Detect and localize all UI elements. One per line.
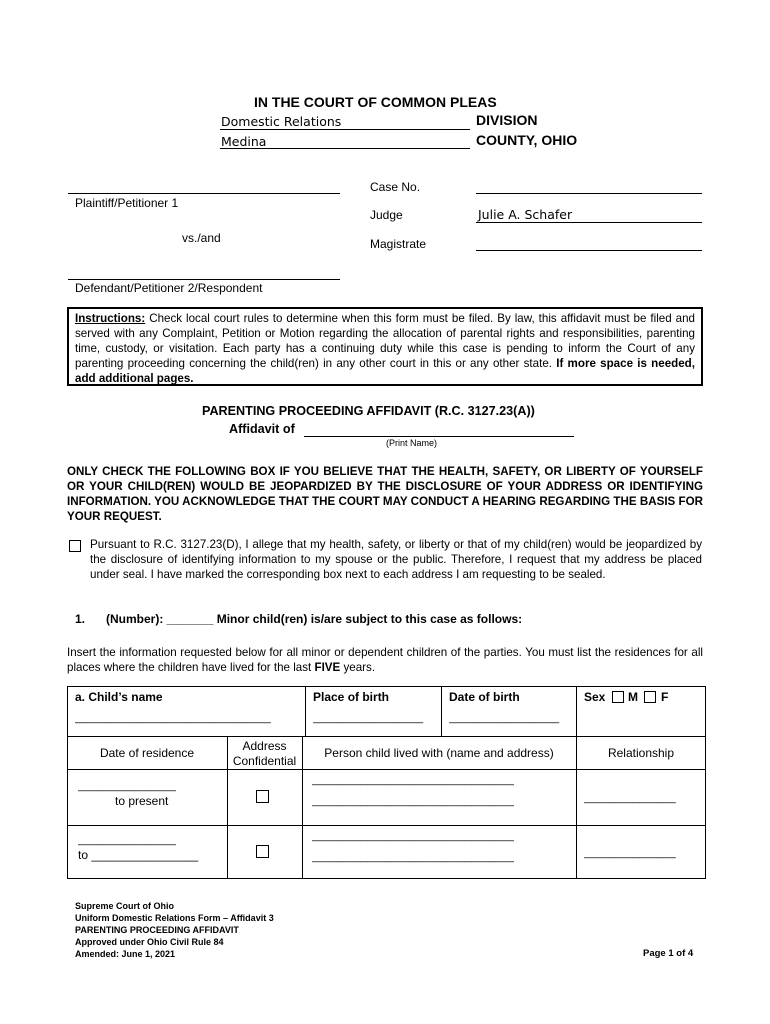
- person-lived-with-header: Person child lived with (name and address): [324, 746, 554, 760]
- judge-label: Judge: [370, 208, 403, 222]
- sex-m-label: M: [628, 690, 638, 704]
- residence-2-from-blank[interactable]: ________________: [78, 834, 176, 846]
- table-rule-2: [67, 769, 706, 770]
- print-name-label: (Print Name): [386, 438, 438, 448]
- sex-f-label: F: [661, 690, 669, 704]
- place-of-birth-blank[interactable]: __________________: [313, 712, 424, 724]
- footer-line-2: Uniform Domestic Relations Form – Affidavit 3: [75, 913, 274, 923]
- county-underline: [220, 148, 470, 149]
- date-of-birth-blank[interactable]: __________________: [449, 712, 560, 724]
- sex-label: Sex: [584, 690, 606, 704]
- magistrate-label: Magistrate: [370, 237, 427, 251]
- judge-underline: [476, 222, 702, 223]
- plaintiff-line[interactable]: [68, 193, 340, 194]
- vs-label: vs./and: [182, 231, 221, 245]
- place-of-birth-header: Place of birth: [313, 690, 390, 704]
- affiant-name-underline: [304, 436, 574, 437]
- table-col-pob: [305, 686, 306, 736]
- instructions-label: Instructions:: [75, 312, 146, 325]
- magistrate-underline: [476, 250, 702, 251]
- item-1-number: 1.: [75, 612, 86, 626]
- date-of-residence-header: Date of residence: [99, 746, 195, 760]
- county-field[interactable]: Medina: [221, 134, 267, 149]
- affidavit-title: PARENTING PROCEEDING AFFIDAVIT (R.C. 3127.23(A)): [202, 404, 535, 418]
- item-1-text: (Number): _______ Minor child(ren) is/are subject to this case as follows:: [106, 612, 523, 626]
- date-of-birth-header: Date of birth: [449, 690, 520, 704]
- residence-2-relationship-blank[interactable]: _______________: [584, 847, 676, 859]
- residence-2-to-blank[interactable]: to ________________: [78, 848, 199, 862]
- seal-request-checkbox[interactable]: [69, 540, 81, 552]
- division-field[interactable]: Domestic Relations: [221, 114, 342, 129]
- defendant-label: Defendant/Petitioner 2/Respondent: [75, 281, 263, 295]
- residence-1-person-blank-1[interactable]: _________________________________: [312, 774, 514, 786]
- residence-1-confidential-checkbox[interactable]: [256, 790, 269, 803]
- residence-1-person-blank-2[interactable]: _________________________________: [312, 795, 514, 807]
- case-no-underline: [476, 193, 702, 194]
- sex-f-checkbox[interactable]: [644, 691, 656, 703]
- instructions-box: [67, 307, 703, 386]
- address-confidential-header: [227, 739, 302, 769]
- child-name-header: a. Child’s name: [75, 690, 163, 704]
- table-col-dob: [441, 686, 442, 736]
- table-col-sex: [576, 686, 577, 736]
- division-underline: [220, 129, 470, 130]
- plaintiff-label: Plaintiff/Petitioner 1: [75, 196, 179, 210]
- residence-2-person-blank-2[interactable]: _________________________________: [312, 851, 514, 863]
- residence-2-person-blank-1[interactable]: _________________________________: [312, 830, 514, 842]
- insert-info-pre: Insert the information requested below for all minor or dependent children of the parties. You must list the residences for all places where the children have lived for the last: [67, 646, 703, 674]
- insert-info-post: years.: [340, 661, 376, 674]
- footer-block: [75, 900, 274, 960]
- footer-line-1: Supreme Court of Ohio: [75, 901, 174, 911]
- insert-info-text: [67, 645, 703, 675]
- seal-request-text: Pursuant to R.C. 3127.23(D), I allege that my health, safety, or liberty or that of my child(ren) would be jeopardized by the disclosure of identifying information to my spouse or the public. Therefore, I request that my address be placed under seal. I have marked the corresponding box next to each address I am requesting to be sealed.: [90, 538, 702, 581]
- address-header-line2: Confidential: [232, 754, 297, 768]
- case-no-label: Case No.: [370, 180, 421, 194]
- footer-line-3: PARENTING PROCEEDING AFFIDAVIT: [75, 925, 239, 935]
- residence-1-from-blank[interactable]: ________________: [78, 780, 176, 792]
- footer-line-4: Approved under Ohio Civil Rule 84: [75, 937, 224, 947]
- page-number: Page 1 of 4: [643, 948, 694, 959]
- instructions-bold-tail: If more space is needed, add additional pages.: [75, 357, 695, 385]
- confidentiality-warning: ONLY CHECK THE FOLLOWING BOX IF YOU BELIEVE THAT THE HEALTH, SAFETY, OR LIBERTY OF YOURSELF OR YOUR CHILD(REN) WOULD BE JEOPARDIZED BY THE DISCLOSURE OF YOUR ADDRESS OR IDENTIFYING INFORMATION. YOU ACKNOWLEDGE THAT THE COURT MAY CONDUCT A HEARING REGARDING THE BASIS FOR YOUR REQUEST.: [67, 465, 703, 523]
- footer-line-5: Amended: June 1, 2021: [75, 949, 176, 959]
- residence-1-to-present: to present: [115, 794, 169, 808]
- affidavit-of-label: Affidavit of: [229, 422, 295, 436]
- court-heading: IN THE COURT OF COMMON PLEAS: [254, 94, 497, 110]
- sex-m-checkbox[interactable]: [612, 691, 624, 703]
- relationship-header: Relationship: [607, 746, 675, 760]
- judge-field[interactable]: Julie A. Schafer: [478, 207, 573, 222]
- division-label: DIVISION: [476, 112, 538, 128]
- insert-info-five: FIVE: [314, 661, 341, 674]
- address-header-line1: Address: [242, 739, 287, 753]
- residence-1-relationship-blank[interactable]: _______________: [584, 792, 676, 804]
- county-label: COUNTY, OHIO: [476, 132, 578, 148]
- table-rule-1: [67, 736, 706, 737]
- residence-2-confidential-checkbox[interactable]: [256, 845, 269, 858]
- child-name-blank[interactable]: ________________________________: [75, 712, 271, 724]
- defendant-line[interactable]: [68, 279, 340, 280]
- instructions-text: Check local court rules to determine when this form must be filed. By law, this affidavit must be filed and served with any Complaint, Petition or Motion regarding the allocation of parental rights and responsibilities, parenting time, custody, or visitation. Each party has a continuing duty while this case is pending to inform the Court of any parenting proceeding concerning the child(ren) in any other court in this or any other state.: [75, 312, 695, 370]
- table-rule-3: [67, 825, 706, 826]
